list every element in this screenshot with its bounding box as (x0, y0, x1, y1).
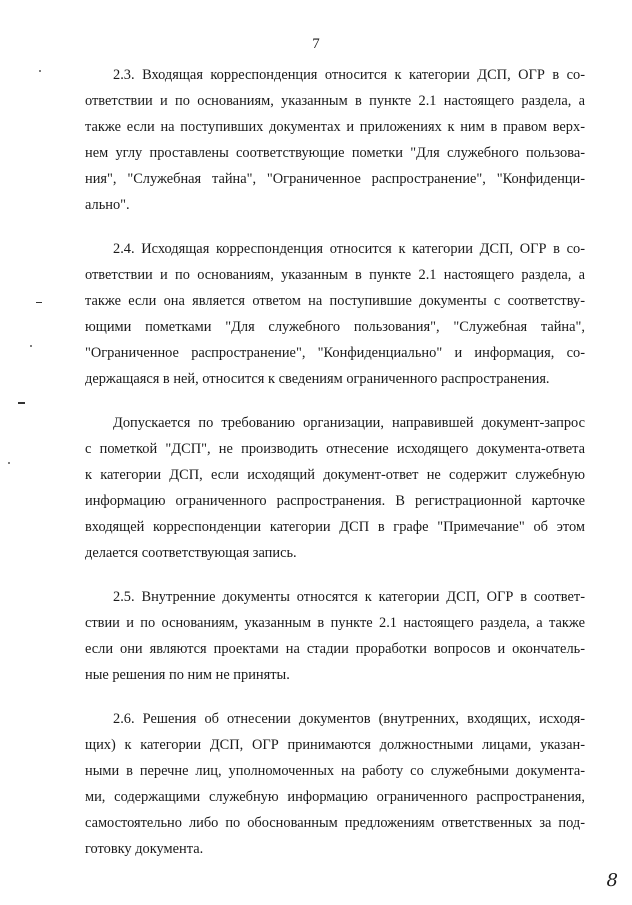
scan-speck (30, 345, 32, 347)
scan-speck (8, 462, 10, 464)
text-line: также если она является ответом на поступившие документы с соответству- (85, 293, 585, 309)
paragraph-dopuskaetsya (85, 410, 585, 566)
text-line: входящей корреспонденции категории ДСП в графе "Примечание" об этом (85, 519, 585, 535)
text-line: ствии и по основаниям, указанным в пункте 2.1 настоящего раздела, а также (85, 615, 585, 631)
paragraph-2-5 (85, 584, 585, 688)
text-line: ми, содержащими служебную информацию ограниченного распространения, (85, 789, 585, 805)
scan-mark (18, 402, 25, 404)
paragraph-2-4 (85, 236, 585, 392)
text-line: с пометкой "ДСП", не производить отнесение исходящего документа-ответа (85, 441, 585, 457)
paragraph-2-6 (85, 706, 585, 862)
page-number: 7 (312, 36, 320, 52)
text-line: Допускается по требованию организации, направившей документ-запрос (113, 415, 585, 431)
text-line: делается соответствующая запись. (85, 545, 297, 561)
paragraph-2-3 (85, 62, 585, 218)
text-line: ющими пометками "Для служебного пользования", "Служебная тайна", (85, 319, 585, 335)
text-line: к категории ДСП, если исходящий документ-ответ не содержит служебную (85, 467, 585, 483)
text-line: самостоятельно либо по обоснованным предложениям ответственных за под- (85, 815, 585, 831)
document-body (85, 62, 585, 862)
text-line: также если на поступивших документах и приложениях к ним в правом верх- (85, 119, 585, 135)
text-line: ответствии и по основаниям, указанным в пункте 2.1 настоящего раздела, а (85, 93, 585, 109)
handwritten-page-mark: 8 (606, 870, 618, 891)
scan-speck (39, 70, 41, 72)
text-line: "Ограниченное распространение", "Конфиденциально" и информация, со- (85, 345, 585, 361)
text-line: ния", "Служебная тайна", "Ограниченное распространение", "Конфиденци- (85, 171, 585, 187)
text-line: щих) к категории ДСП, ОГР принимаются должностными лицами, указан- (85, 737, 585, 753)
text-line: готовку документа. (85, 841, 204, 857)
text-line: информацию ограниченного распространения. В регистрационной карточке (85, 493, 585, 509)
text-line: 2.6. Решения об отнесении документов (внутренних, входящих, исходя- (113, 711, 585, 727)
text-line: нем углу проставлены соответствующие пометки "Для служебного пользова- (85, 145, 585, 161)
text-line: ально". (85, 197, 130, 213)
text-line: 2.4. Исходящая корреспонденция относится к категории ДСП, ОГР в со- (113, 241, 585, 257)
text-line: 2.3. Входящая корреспонденция относится к категории ДСП, ОГР в со- (113, 67, 585, 83)
text-line: ными в перечне лиц, уполномоченных на работу со служебными документа- (85, 763, 585, 779)
text-line: держащаяся в ней, относится к сведениям ограниченного распространения. (85, 371, 550, 387)
text-line: если они являются проектами на стадии проработки вопросов и окончатель- (85, 641, 585, 657)
text-line: 2.5. Внутренние документы относятся к категории ДСП, ОГР в соответ- (113, 589, 585, 605)
scan-mark (36, 302, 42, 303)
text-line: ные решения по ним не приняты. (85, 667, 290, 683)
text-line: ответствии и по основаниям, указанным в пункте 2.1 настоящего раздела, а (85, 267, 585, 283)
